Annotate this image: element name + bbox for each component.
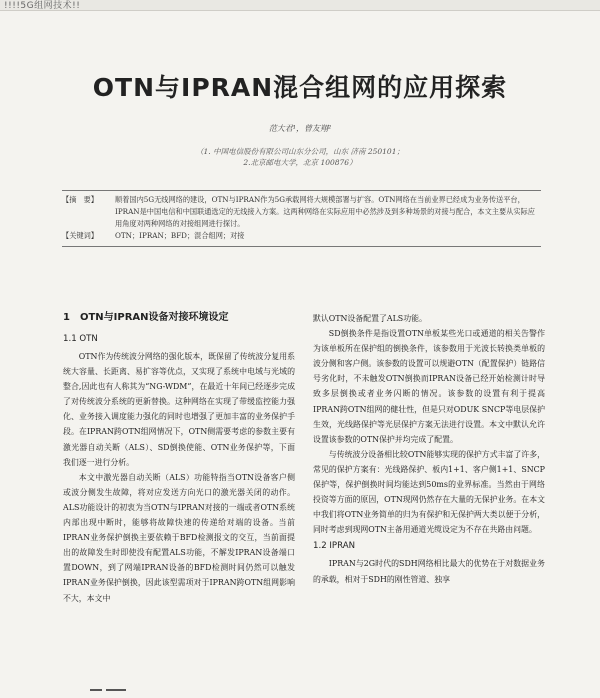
article-title: OTN与IPRAN混合组网的应用探索	[92, 73, 508, 102]
affiliation-1: （1. 中国电信股份有限公司山东分公司，山东 济南 250101；	[196, 147, 404, 156]
keywords-row	[62, 230, 541, 242]
paragraph-sd-switch: SD倒换条件是指设置OTN单板某些光口或通道的相关告警作为该单板所在保护组的倒换条件，该参数用于光波长转换类单板的波分侧和客户侧。该参数的设置可以规避OTN（配置保护）链路信号劣化时，不未触发OTN倒换而IPRAN设备已经开始检测计时导致多层倒换或者业务闪断的情况。该参数的设置有利于提高IPRAN跨OTN组网的健壮性，但是只对ODUK SNCP等电层保护生效，光线路保护等光层保护方案无法进行设置。本文中默认允许设置该参数的OTN保护并均完成了配置。	[313, 329, 545, 444]
right-column	[313, 311, 545, 587]
abstract-text: 顺着国内5G无线网络的建设，OTN与IPRAN作为5G承载网将大规模部署与扩容。OTN网络在当前业界已经成为业务传送平台，IPRAN是中国电信和中国联通选定的无线接入方案。这两种网络在实际应用中必然涉及到多种场景的对接与配合，本文主要从实际应用角度对两种网络的对接组网进行探讨。	[115, 195, 535, 228]
section-1-heading: 1 OTN与IPRAN设备对接环境设定	[63, 312, 229, 323]
paragraph-als: 本文中激光器自动关断（ALS）功能特指当OTN设备客户侧或波分侧发生故障，将对应发送方向光口的激光器关闭的动作。ALS功能设计的初衷为当OTN与IPRAN对接的一端或者OTN系统内部出现中断时，能够将故障快速的传递给对端的设备。当前IPRAN业务保护倒换主要依赖于BFD检测报文的交互，当前面提出的故障发生时即使没有配置ALS功能，不解发IPRAN设备端口置DOWN，到了网端IPRAN设备的BFD检测时间仍然可以触发IPRAN业务保护倒换，因此该型需项对于IPRAN跨OTN组网影响不大，本文中	[63, 472, 295, 603]
affiliation-2: 2.北京邮电大学，北京 100876）	[243, 158, 357, 167]
footer-rule-mark	[90, 689, 130, 698]
left-column	[63, 311, 295, 606]
article-authors: 范大君¹，曾友翔²	[268, 124, 332, 133]
keywords-text: OTN；IPRAN；BFD；混合组网；对接	[115, 231, 245, 240]
abstract-row	[62, 194, 541, 230]
paragraph-otn-protection: 与传统波分设备相比较OTN能够实现的保护方式丰富了许多，常见的保护方案有：光线路保护、板内1+1、客户侧1+1、SNCP保护等，保护倒换时间均能达到50ms的业界标准。当然由于网络投资等方面的原因，OTN现网仍然存在大量的无保护业务。在本文中我们将OTN业务简单的归为有保护和无保护两大类以便于分析，同时考虑到现网OTN主备用通道光缆设定为不存在共路由问题。	[313, 449, 545, 535]
paragraph-als-continued: 默认OTN设备配置了ALS功能。	[313, 314, 427, 323]
keywords-label: 【关键词】	[62, 231, 98, 240]
subsection-1-2-heading: 1.2 IPRAN	[313, 541, 356, 552]
paragraph-ipran-intro: IPRAN与2G时代的SDH网络相比最大的优势在于对数据业务的承载，相对于SDH的刚性管道、独享	[313, 559, 545, 584]
abstract-box	[62, 190, 541, 247]
paragraph-otn-intro: OTN作为传统波分网络的强化版本，既保留了传统波分复用系统大容量、长距离、易扩容等优点，又实现了系统中电域与光域的整合,因此也有人称其为“NG-WDM”，在最近十年间已经逐步完成了对传统波分系统的更新替换。这种网络在实现了带缓监控能力强化、业务接入调度能力强化的同时也增强了更加丰富的业务保护手段。在IPRAN跨OTN组网情况下，OTN侧需要考虑的参数主要有激光器自动关断（ALS）、SD倒换使能、OTN业务保护等，下面我们逐一进行分析。	[63, 352, 295, 467]
abstract-label: 【摘 要】	[62, 195, 98, 204]
subsection-1-1-heading: 1.1 OTN	[63, 334, 98, 344]
journal-header-text: !!!!5G组网技术!!	[4, 1, 81, 11]
journal-header-strip	[0, 0, 600, 11]
